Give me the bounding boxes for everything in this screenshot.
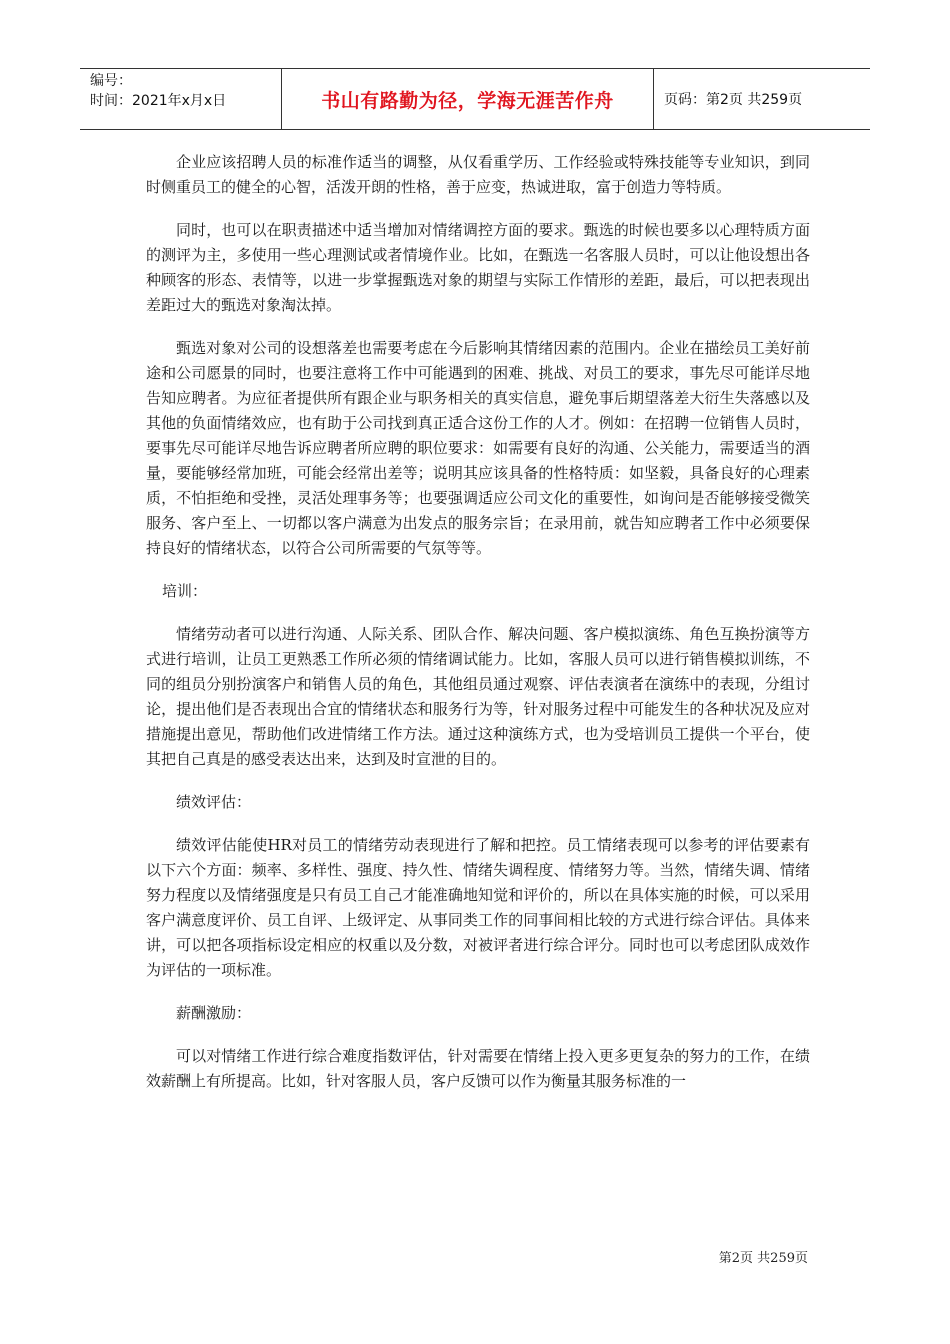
document-body — [146, 150, 810, 1112]
paragraph: 可以对情绪工作进行综合难度指数评估，针对需要在情绪上投入更多更复杂的努力的工作，在绩效薪酬上有所提高。比如，针对客服人员，客户反馈可以作为衡量其服务标准的一 — [146, 1047, 810, 1090]
section-heading-compensation: 薪酬激励： — [176, 1004, 252, 1022]
header-page-info: 页码：第2页 共259页 — [664, 92, 803, 108]
paragraph: 情绪劳动者可以进行沟通、人际关系、团队合作、解决问题、客户模拟演练、角色互换扮演等方式进行培训，让员工更熟悉工作所必须的情绪调试能力。比如，客服人员可以进行销售模拟训练，不同的组员分别扮演客户和销售人员的角色，其他组员通过观察、评估表演者在演练中的表现，分组讨论，提出他们是否表现出合宜的情绪状态和服务行为等，针对服务过程中可能发生的各种状况及应对措施提出意见，帮助他们改进情绪工作方法。通过这种演练方式，也为受培训员工提供一个平台，使其把自己真是的感受表达出来，达到及时宣泄的目的。 — [146, 625, 810, 768]
paragraph: 同时，也可以在职责描述中适当增加对情绪调控方面的要求。甄选的时候也要多以心理特质方面的测评为主，多使用一些心理测试或者情境作业。比如，在甄选一名客服人员时，可以让他设想出各种顾客的形态、表情等，以进一步掌握甄选对象的期望与实际工作情形的差距，最后，可以把表现出差距过大的甄选对象淘汰掉。 — [146, 221, 810, 314]
page-header — [80, 68, 870, 130]
header-meta — [80, 69, 282, 129]
paragraph: 企业应该招聘人员的标准作适当的调整，从仅看重学历、工作经验或特殊技能等专业知识，到同时侧重员工的健全的心智，活泼开朗的性格，善于应变，热诚进取，富于创造力等特质。 — [146, 153, 810, 196]
number-label: 编号： — [90, 73, 132, 89]
time-label: 时间：2021年x月x日 — [90, 93, 227, 109]
header-motto: 书山有路勤为径，学海无涯苦作舟 — [282, 69, 654, 129]
section-heading-training: 培训： — [162, 582, 208, 600]
paragraph: 甄选对象对公司的设想落差也需要考虑在今后影响其情绪因素的范围内。企业在描绘员工美好前途和公司愿景的同时，也要注意将工作中可能遇到的困难、挑战、对员工的要求，事先尽可能详尽地告知应聘者。为应征者提供所有跟企业与职务相关的真实信息，避免事后期望落差大衍生失落感以及其他的负面情绪效应，也有助于公司找到真正适合这份工作的人才。例如：在招聘一位销售人员时，要事先尽可能详尽地告诉应聘者所应聘的职位要求：如需要有良好的沟通、公关能力，需要适当的酒量，要能够经常加班，可能会经常出差等；说明其应该具备的性格特质：如坚毅，具备良好的心理素质，不怕拒绝和受挫，灵活处理事务等；也要强调适应公司文化的重要性，如询问是否能够接受微笑服务、客户至上、一切都以客户满意为出发点的服务宗旨；在录用前，就告知应聘者工作中必须要保持良好的情绪状态，以符合公司所需要的气氛等等。 — [146, 339, 810, 557]
section-heading-performance: 绩效评估： — [176, 793, 252, 811]
paragraph: 绩效评估能使HR对员工的情绪劳动表现进行了解和把控。员工情绪表现可以参考的评估要素有以下六个方面：频率、多样性、强度、持久性、情绪失调程度、情绪努力等。当然，情绪失调、情绪努力程度以及情绪强度是只有员工自己才能准确地知觉和评价的，所以在具体实施的时候，可以采用客户满意度评价、员工自评、上级评定、从事同类工作的同事间相比较的方式进行综合评估。具体来讲，可以把各项指标设定相应的权重以及分数，对被评者进行综合评分。同时也可以考虑团队成效作为评估的一项标准。 — [146, 836, 810, 979]
page-footer: 第2页 共259页 — [718, 1251, 808, 1266]
